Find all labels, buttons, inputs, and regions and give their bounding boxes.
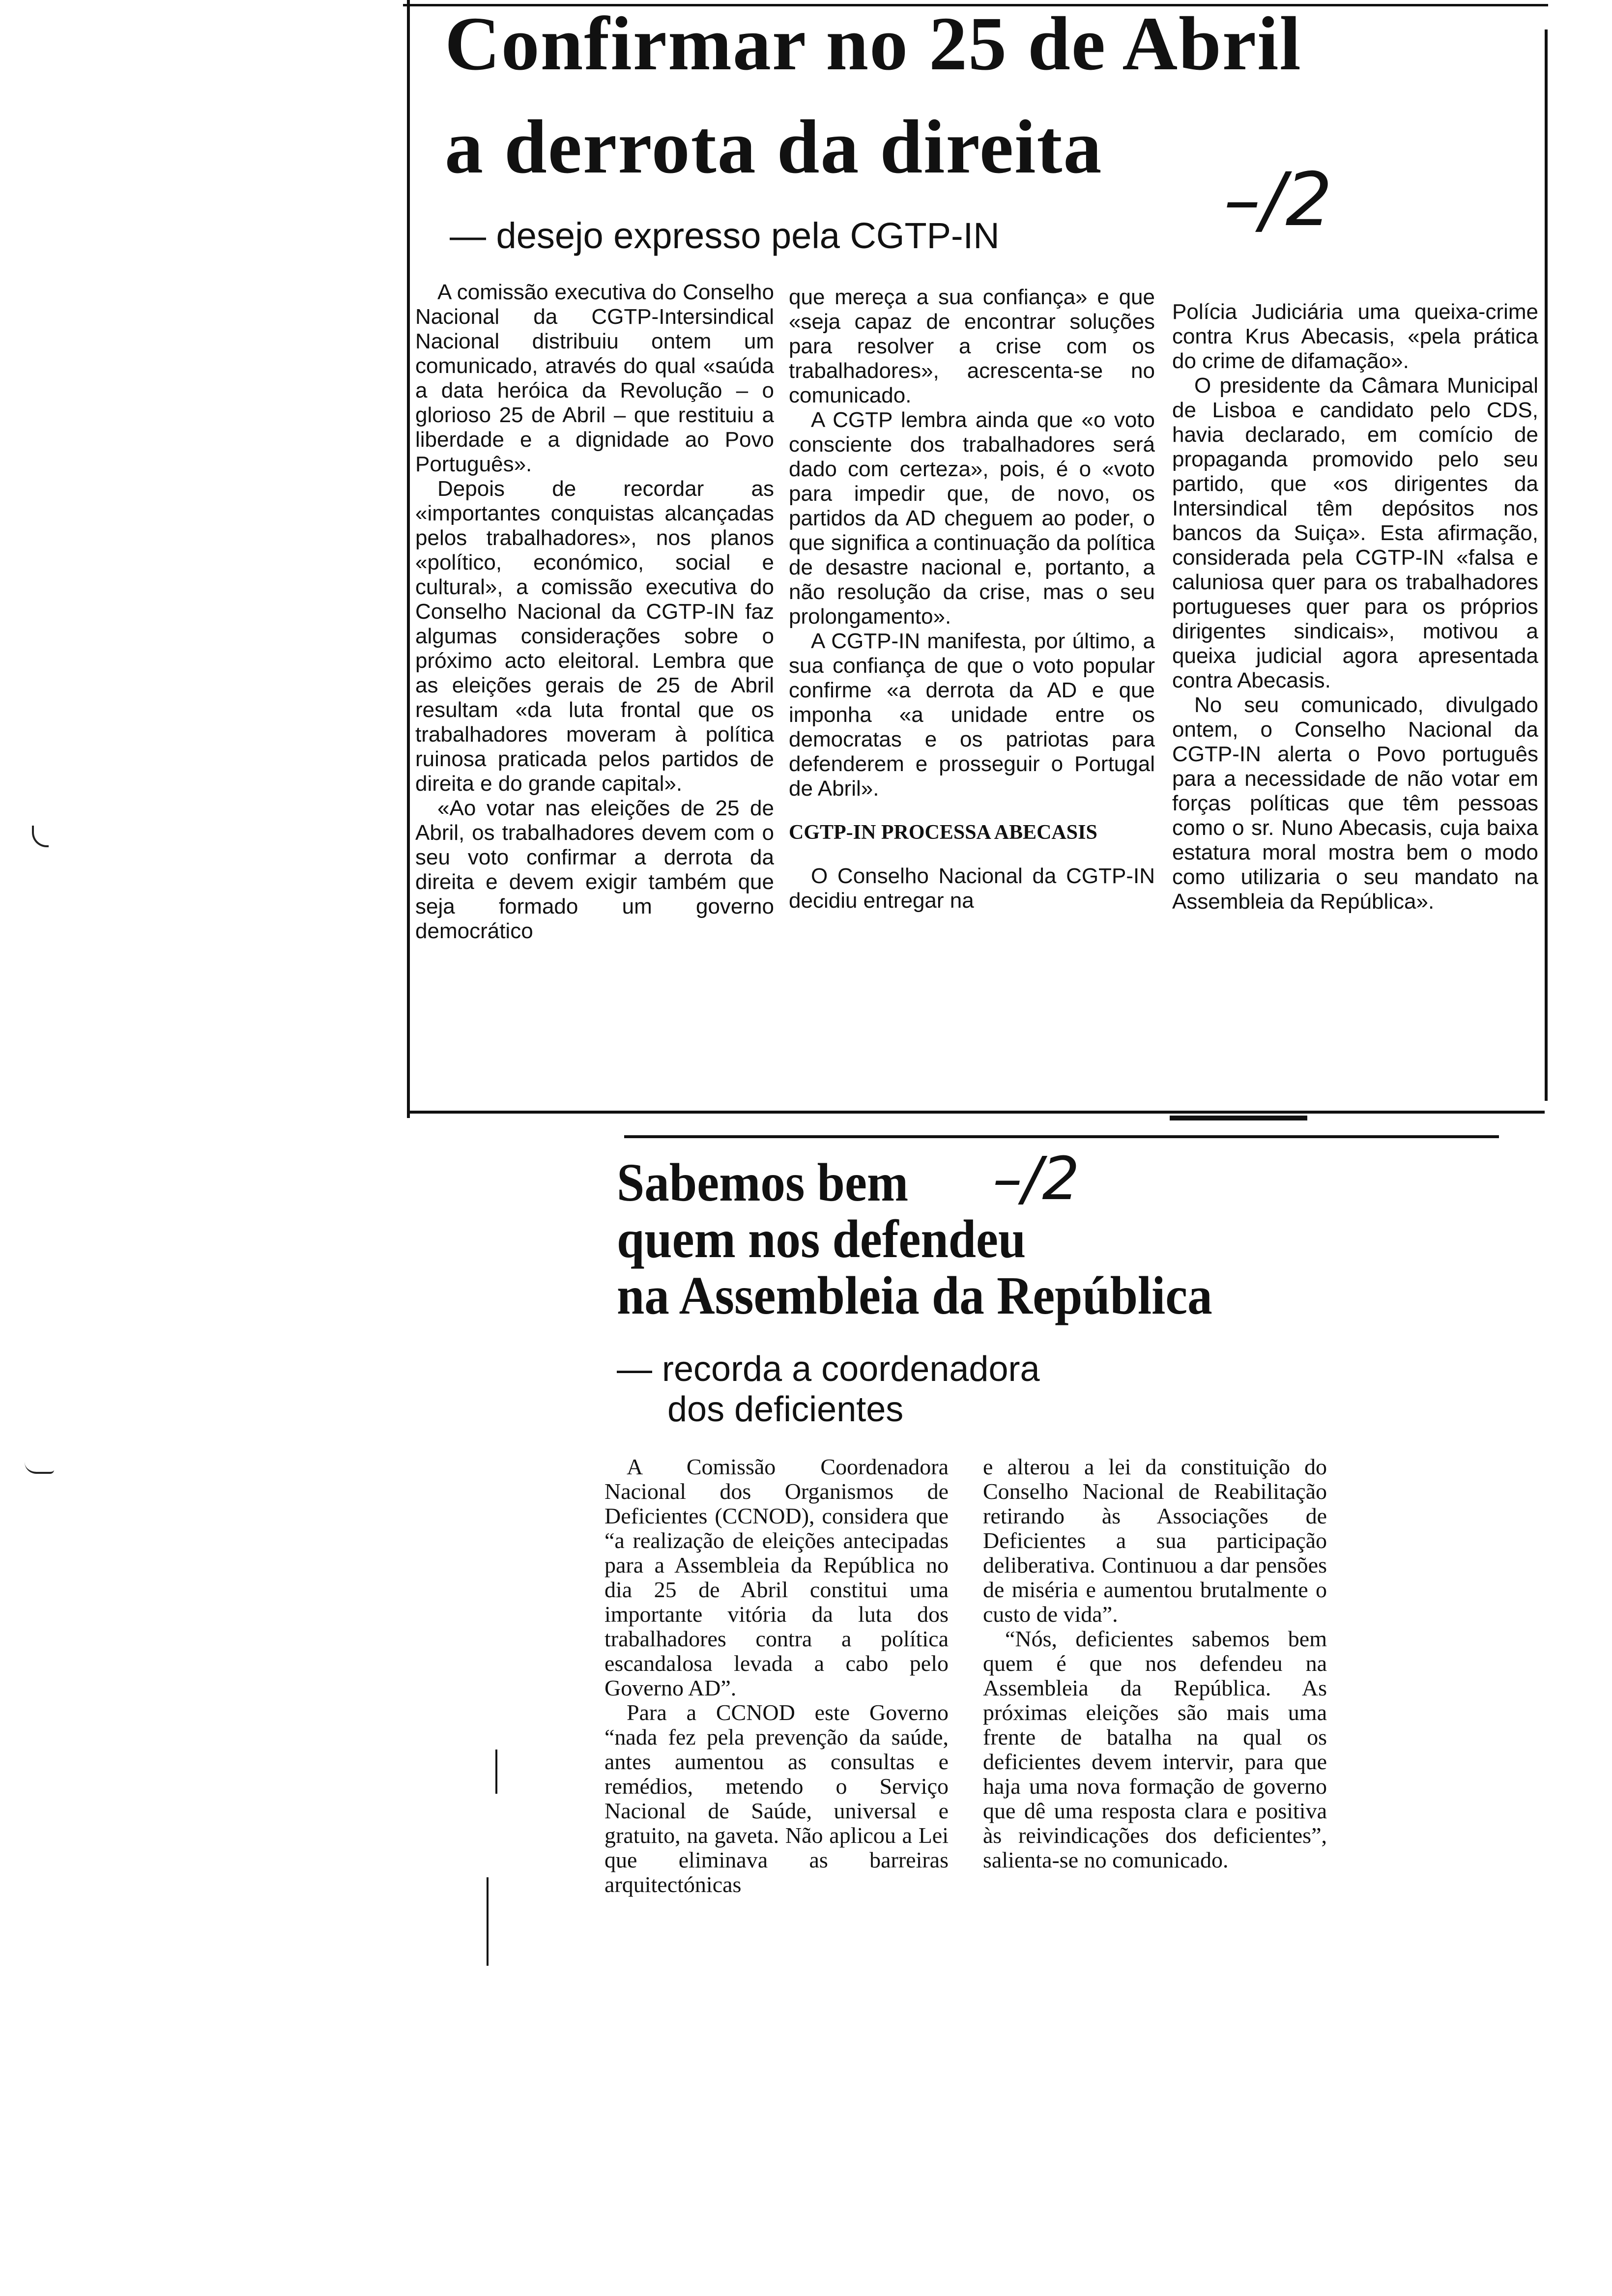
article-2-top-rule — [624, 1135, 1499, 1138]
paragraph: «Ao votar nas eleições de 25 de Abril, os trabalhadores devem com o seu voto confirmar a derrota da direita e devem exigir também que seja formado um governo democrático — [415, 796, 774, 943]
paragraph: O presidente da Câmara Municipal de Lisboa e candidato pelo CDS, havia declarado, em comício de propaganda promovido pelo seu partido, que «os dirigentes da Intersindical têm depósitos nos bancos da Suiça». Esta afirmação, considerada pela CGTP-IN «falsa e caluniosa quer para os trabalhadores portugueses quer para os próprios dirigentes sindicais», motivou a queixa judicial agora apresentada contra Abecasis. — [1172, 373, 1538, 692]
left-border-rule — [407, 0, 410, 1118]
article-1-column-3 — [1172, 300, 1538, 914]
headline-line-3: na Assembleia da República — [617, 1265, 1212, 1325]
paragraph: “Nós, deficientes sabemos bem quem é que nos defendeu na Assembleia da República. As próximas eleições são mais uma frente de batalha na qual os deficientes devem intervir, para que haja uma nova formação de governo que dê uma resposta clara e positiva às reivindicações dos deficientes”, salienta-se no comunicado. — [983, 1626, 1327, 1872]
scan-mark — [32, 826, 49, 847]
paragraph: Polícia Judiciária uma queixa-crime contra Krus Abecasis, «pela prática do crime de difamação». — [1172, 300, 1538, 373]
handwritten-annotation: –/2 — [993, 1145, 1080, 1213]
paragraph: A Comissão Coordenadora Nacional dos Organismos de Deficientes (CCNOD), considera que “a realização de eleições antecipadas para a Assembleia da República no dia 25 de Abril constitui uma importante vitória da luta dos trabalhadores contra a política escandalosa levada a cabo pelo Governo AD”. — [604, 1454, 949, 1700]
paragraph: A comissão executiva do Conselho Nacional da CGTP-Intersindical Nacional distribuiu ontem um comunicado, através do qual «saúda a data heróica da Revolução – o glorioso 25 de Abril – que restituiu a liberdade e a dignidade ao Povo Português». — [415, 280, 774, 476]
article-1-column-1 — [415, 280, 774, 944]
headline-line-2: quem nos defendeu — [617, 1209, 1026, 1269]
headline-line-1: Sabemos bem — [617, 1152, 909, 1212]
scan-mark — [487, 1877, 489, 1966]
article-2-column-1 — [604, 1455, 949, 1897]
paragraph: A CGTP lembra ainda que «o voto consciente dos trabalhadores será dado com certeza», pois, é o «voto para impedir que, de novo, os partidos da AD cheguem ao poder, o que significa a continuação da política de desastre nacional e, portanto, a não resolução da crise, mas o seu prolongamento». — [789, 408, 1155, 629]
article-2-column-2 — [983, 1455, 1327, 1872]
paragraph: A CGTP-IN manifesta, por último, a sua confiança de que o voto popular confirme «a derrota da AD e que imponha «a unidade entre os democratas e os patriotas para defenderem e prosseguir o Portugal de Abril». — [789, 629, 1155, 801]
right-border-rule — [1545, 29, 1548, 1101]
subheadline-line-2: dos deficientes — [667, 1390, 904, 1429]
crosshead: CGTP-IN PROCESSA ABECASIS — [789, 821, 1097, 844]
paragraph: No seu comunicado, divulgado ontem, o Conselho Nacional da CGTP-IN alerta o Povo português para a necessidade de não votar em forças políticas que têm pessoas como o sr. Nuno Abecasis, cuja baixa estatura moral mostra bem o modo como utilizaria o seu mandato na Assembleia da República». — [1172, 693, 1538, 914]
handwritten-annotation: –/2 — [1224, 157, 1332, 243]
scan-mark — [495, 1750, 497, 1794]
paragraph: O Conselho Nacional da CGTP-IN decidiu entregar na — [789, 864, 1155, 913]
paragraph: Para a CCNOD este Governo “nada fez pela prevenção da saúde, antes aumentou as consultas e remédios, metendo o Serviço Nacional de Saúde, universal e gratuito, na gaveta. Não aplicou a Lei que eliminava as barreiras arquitectónicas — [604, 1700, 949, 1897]
bottom-rule-thick — [1170, 1116, 1307, 1120]
headline-line-1: Confirmar no 25 de Abril — [445, 1, 1302, 86]
subheadline-line-1: — recorda a coordenadora — [617, 1349, 1040, 1389]
bottom-rule — [407, 1111, 1545, 1114]
article-1-column-2 — [789, 285, 1155, 913]
headline-line-2: a derrota da direita — [445, 104, 1103, 189]
paragraph: Depois de recordar as «importantes conquistas alcançadas pelos trabalhadores», nos planos «político, económico, social e cultural», a comissão executiva do Conselho Nacional da CGTP-IN faz algumas considerações sobre o próximo acto eleitoral. Lembra que as eleições gerais de 25 de Abril resultam «da luta frontal que os trabalhadores moveram à política ruinosa praticada pelos partidos de direita e do grande capital». — [415, 477, 774, 796]
subheadline: — desejo expresso pela CGTP-IN — [450, 215, 1000, 256]
paragraph: e alterou a lei da constituição do Conselho Nacional de Reabilitação retirando às Associações de Deficientes a sua participação deliberativa. Continuou a dar pensões de miséria e aumentou brutalmente o custo de vida”. — [983, 1454, 1327, 1627]
paragraph: que mereça a sua confiança» e que «seja capaz de encontrar soluções para resolver a crise com os trabalhadores», acrescenta-se no comunicado. — [789, 285, 1155, 407]
scan-mark — [25, 1462, 54, 1474]
